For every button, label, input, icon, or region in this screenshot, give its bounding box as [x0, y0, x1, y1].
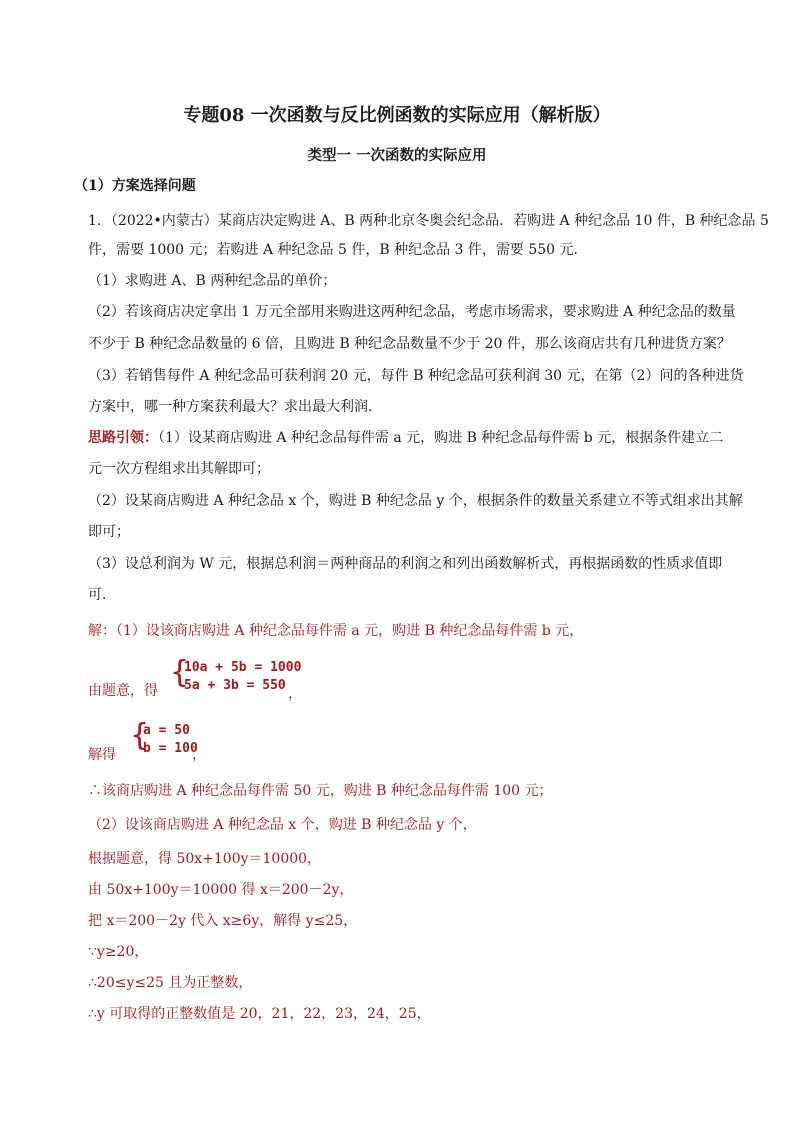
hint-line-5: （3）设总利润为 W 元，根据总利润＝两种商品的利润之和列出函数解析式，再根据函数的性质求值即: [88, 556, 723, 572]
hint-text-1: （1）设某商店购进 A 种纪念品每件需 a 元，购进 B 种纪念品每件需 b 元，根据条件建立二: [158, 430, 724, 446]
solution-line-11: ∴y 可取得的正整数值是 20，21，22，23，24，25，: [88, 1006, 431, 1022]
result-a: a = 50: [143, 723, 190, 738]
subsection-heading: （1）方案选择问题: [74, 178, 196, 194]
solution-result-suffix: ，: [192, 747, 206, 763]
section-subtitle: 类型一 一次函数的实际应用: [307, 147, 487, 164]
hint-line-3: （2）设某商店购进 A 种纪念品 x 个，购进 B 种纪念品 y 个，根据条件的数量关系建立不等式组求出其解: [88, 493, 743, 509]
page-title: 专题08 一次函数与反比例函数的实际应用（解析版）: [183, 105, 611, 126]
question-3-line-2: 方案中，哪一种方案获利最大？求出最大利润．: [88, 399, 382, 415]
hint-line-1: [88, 428, 723, 448]
hint-line-6: 可．: [88, 587, 116, 603]
hint-line-4: 即可；: [88, 524, 130, 540]
solution-line-9: ∵y≥20，: [88, 944, 149, 960]
hint-line-2: 元一次方程组求出其解即可；: [88, 461, 270, 477]
problem-line-2: 件，需要 1000 元；若购进 A 种纪念品 5 件，B 种纪念品 3 件，需要 550 元．: [88, 242, 588, 258]
question-2-line-2: 不少于 B 种纪念品数量的 6 倍，且购进 B 种纪念品数量不少于 20 件，那么该商店共有几种进货方案？: [88, 336, 731, 352]
solution-result-prefix: 解得: [88, 747, 116, 763]
solution-line-8: 把 x＝200－2y 代入 x≥6y，解得 y≤25，: [88, 913, 358, 929]
question-1: （1）求购进 A、B 两种纪念品的单价；: [88, 273, 337, 289]
hint-label: 思路引领：: [88, 430, 158, 446]
solution-line-7: 由 50x+100y＝10000 得 x＝200－2y，: [88, 882, 354, 898]
solution-eq-prefix: 由题意，得: [88, 683, 158, 699]
solution-eq-suffix: ，: [288, 686, 302, 702]
question-3-line-1: （3）若销售每件 A 种纪念品可获利润 20 元，每件 B 种纪念品可获利润 30 元，在第（2）问的各种进货: [88, 368, 744, 384]
question-2-line-1: （2）若该商店决定拿出 1 万元全部用来购进这两种纪念品，考虑市场需求，要求购进 A 种纪念品的数量: [88, 304, 736, 320]
problem-line-1: 1．（2022•内蒙古）某商店决定购进 A、B 两种北京冬奥会纪念品．若购进 A 种纪念品 10 件，B 种纪念品 5: [88, 213, 769, 229]
equation-2: 5a + 3b = 550: [184, 678, 286, 693]
solution-line-6: 根据题意，得 50x+100y＝10000，: [88, 851, 322, 867]
left-brace-icon: {: [170, 655, 190, 690]
left-brace-icon-2: {: [130, 718, 150, 753]
solution-line-5: （2）设该商店购进 A 种纪念品 x 个，购进 B 种纪念品 y 个，: [88, 817, 477, 833]
solution-line-4: ∴该商店购进 A 种纪念品每件需 50 元，购进 B 种纪念品每件需 100 元；: [88, 783, 553, 799]
solution-line-10: ∴20≤y≤25 且为正整数，: [88, 975, 253, 991]
result-b: b = 100: [143, 741, 198, 756]
solution-line-1: 解：（1）设该商店购进 A 种纪念品每件需 a 元，购进 B 种纪念品每件需 b 元，: [88, 623, 584, 639]
equation-1: 10a + 5b = 1000: [184, 660, 302, 675]
